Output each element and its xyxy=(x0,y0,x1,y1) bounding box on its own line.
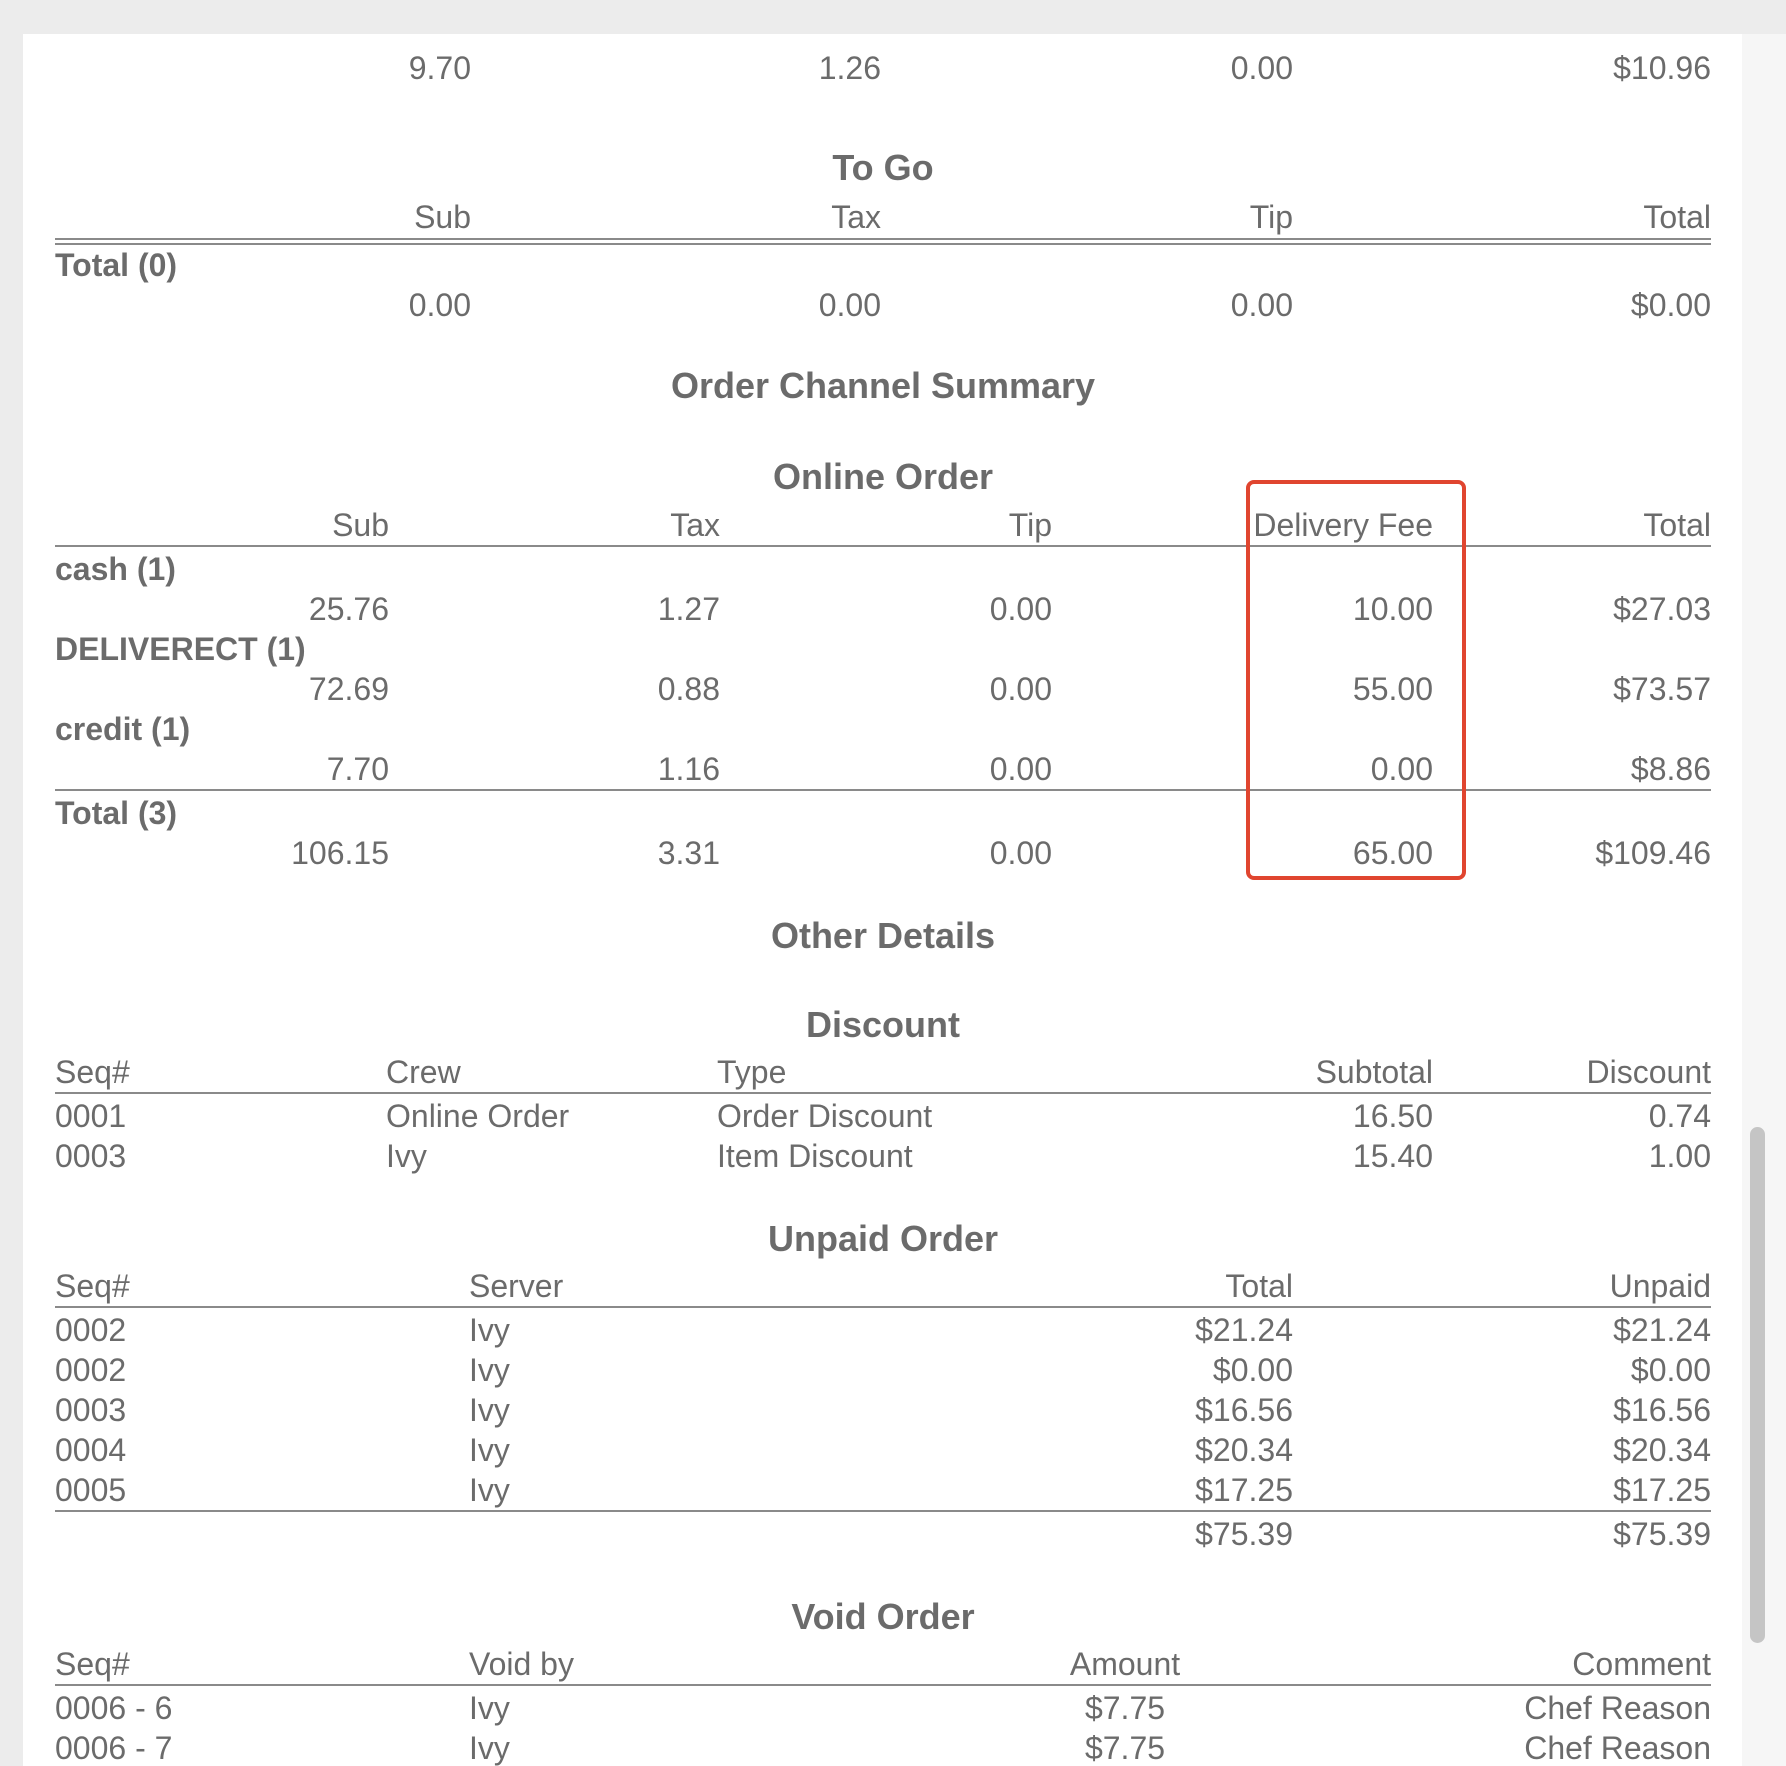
cell-discount: 1.00 xyxy=(1648,1138,1711,1174)
cell-sub: 72.69 xyxy=(308,671,389,707)
cell-total: $21.24 xyxy=(1195,1312,1293,1348)
cell-type: Order Discount xyxy=(717,1098,933,1134)
cell-seq: 0002 xyxy=(55,1352,127,1388)
cell-seq: 0006 - 6 xyxy=(55,1690,173,1726)
header-seq: Seq# xyxy=(55,1054,130,1090)
cell-seq: 0004 xyxy=(55,1432,127,1468)
cell-sub: 25.76 xyxy=(308,591,389,627)
cell-seq: 0003 xyxy=(55,1392,127,1428)
cell-delivery-fee: 55.00 xyxy=(1352,671,1433,707)
cell-tip: 0.00 xyxy=(989,591,1052,627)
cell-sub: 0.00 xyxy=(408,287,471,323)
header-delivery-fee: Delivery Fee xyxy=(1253,507,1433,543)
cell-unpaid: $16.56 xyxy=(1613,1392,1711,1428)
cell-server: Ivy xyxy=(469,1472,510,1508)
header-divider xyxy=(55,1306,1711,1308)
cell-sum-unpaid: $75.39 xyxy=(1613,1516,1711,1552)
section-title-unpaid-order: Unpaid Order xyxy=(767,1218,999,1259)
total-label: Total (3) xyxy=(55,795,178,831)
header-crew: Crew xyxy=(386,1054,461,1090)
cell-total: $73.57 xyxy=(1613,671,1711,707)
header-tax: Tax xyxy=(831,199,881,235)
header-amount: Amount xyxy=(1069,1646,1181,1682)
cell-tax: 1.16 xyxy=(657,751,720,787)
section-title-order-channel-summary: Order Channel Summary xyxy=(670,365,1096,406)
section-title-discount: Discount xyxy=(805,1004,960,1045)
delivery-fee-highlight-box xyxy=(1246,480,1466,880)
cell-tip: 0.00 xyxy=(1230,50,1293,86)
cell-tax: 1.27 xyxy=(657,591,720,627)
cell-comment: Chef Reason xyxy=(1524,1730,1711,1766)
header-tip: Tip xyxy=(1008,507,1052,543)
cell-unpaid: $20.34 xyxy=(1613,1432,1711,1468)
sum-divider xyxy=(55,1510,1711,1512)
header-sub: Sub xyxy=(414,199,471,235)
cell-tax: 0.88 xyxy=(657,671,720,707)
cell-seq: 0002 xyxy=(55,1312,127,1348)
cell-total: $8.86 xyxy=(1630,751,1711,787)
cell-total: $0.00 xyxy=(1630,287,1711,323)
cell-server: Ivy xyxy=(469,1312,510,1348)
cell-subtotal: 16.50 xyxy=(1352,1098,1433,1134)
total-label: Total (0) xyxy=(55,247,178,283)
group-label: cash (1) xyxy=(55,551,176,587)
cell-amount: $7.75 xyxy=(1084,1690,1166,1726)
cell-tip: 0.00 xyxy=(1230,287,1293,323)
header-unpaid: Unpaid xyxy=(1609,1268,1711,1304)
cell-void-by: Ivy xyxy=(469,1730,510,1766)
header-divider xyxy=(55,1684,1711,1686)
header-tip: Tip xyxy=(1249,199,1293,235)
cell-tax: 1.26 xyxy=(818,50,881,86)
cell-delivery-fee: 65.00 xyxy=(1352,835,1433,871)
header-total: Total xyxy=(1225,1268,1293,1304)
cell-total: $17.25 xyxy=(1195,1472,1293,1508)
cell-total: $10.96 xyxy=(1613,50,1711,86)
header-comment: Comment xyxy=(1572,1646,1711,1682)
cell-sub: 106.15 xyxy=(291,835,389,871)
header-server: Server xyxy=(469,1268,564,1304)
cell-total: $27.03 xyxy=(1613,591,1711,627)
cell-comment: Chef Reason xyxy=(1524,1690,1711,1726)
cell-amount: $7.75 xyxy=(1084,1730,1166,1766)
header-seq: Seq# xyxy=(55,1268,130,1304)
header-subtotal: Subtotal xyxy=(1315,1054,1433,1090)
cell-total: $109.46 xyxy=(1595,835,1711,871)
cell-server: Ivy xyxy=(469,1432,510,1468)
cell-tip: 0.00 xyxy=(989,671,1052,707)
cell-type: Item Discount xyxy=(717,1138,913,1174)
header-discount: Discount xyxy=(1586,1054,1711,1090)
cell-delivery-fee: 10.00 xyxy=(1352,591,1433,627)
header-total: Total xyxy=(1643,199,1711,235)
header-divider xyxy=(55,1092,1711,1094)
header-sub: Sub xyxy=(332,507,389,543)
cell-crew: Ivy xyxy=(386,1138,427,1174)
section-title-to-go: To Go xyxy=(832,147,934,188)
cell-discount: 0.74 xyxy=(1648,1098,1711,1134)
cell-server: Ivy xyxy=(469,1392,510,1428)
header-type: Type xyxy=(717,1054,787,1090)
cell-tax: 3.31 xyxy=(657,835,720,871)
cell-seq: 0006 - 7 xyxy=(55,1730,173,1766)
cell-sum-total: $75.39 xyxy=(1195,1516,1293,1552)
cell-tip: 0.00 xyxy=(989,751,1052,787)
header-tax: Tax xyxy=(670,507,720,543)
header-total: Total xyxy=(1643,507,1711,543)
cell-sub: 9.70 xyxy=(408,50,471,86)
header-seq: Seq# xyxy=(55,1646,130,1682)
cell-unpaid: $17.25 xyxy=(1613,1472,1711,1508)
vertical-scrollbar-thumb[interactable] xyxy=(1750,1127,1765,1643)
cell-crew: Online Order xyxy=(386,1098,570,1134)
cell-tip: 0.00 xyxy=(989,835,1052,871)
header-void-by: Void by xyxy=(469,1646,574,1682)
cell-total: $16.56 xyxy=(1195,1392,1293,1428)
cell-unpaid: $0.00 xyxy=(1630,1352,1711,1388)
cell-unpaid: $21.24 xyxy=(1613,1312,1711,1348)
cell-seq: 0005 xyxy=(55,1472,127,1508)
cell-server: Ivy xyxy=(469,1352,510,1388)
cell-tax: 0.00 xyxy=(818,287,881,323)
cell-subtotal: 15.40 xyxy=(1352,1138,1433,1174)
group-label: DELIVERECT (1) xyxy=(55,631,306,667)
report-page xyxy=(23,34,1742,1766)
cell-void-by: Ivy xyxy=(469,1690,510,1726)
section-title-online-order: Online Order xyxy=(772,456,994,497)
cell-sub: 7.70 xyxy=(326,751,389,787)
group-label: credit (1) xyxy=(55,711,191,747)
cell-delivery-fee: 0.00 xyxy=(1370,751,1433,787)
cell-total: $20.34 xyxy=(1195,1432,1293,1468)
cell-seq: 0003 xyxy=(55,1138,127,1174)
cell-seq: 0001 xyxy=(55,1098,127,1134)
cell-total: $0.00 xyxy=(1212,1352,1293,1388)
header-divider xyxy=(55,238,1711,245)
section-title-other-details: Other Details xyxy=(770,915,996,956)
section-title-void-order: Void Order xyxy=(791,1596,975,1637)
